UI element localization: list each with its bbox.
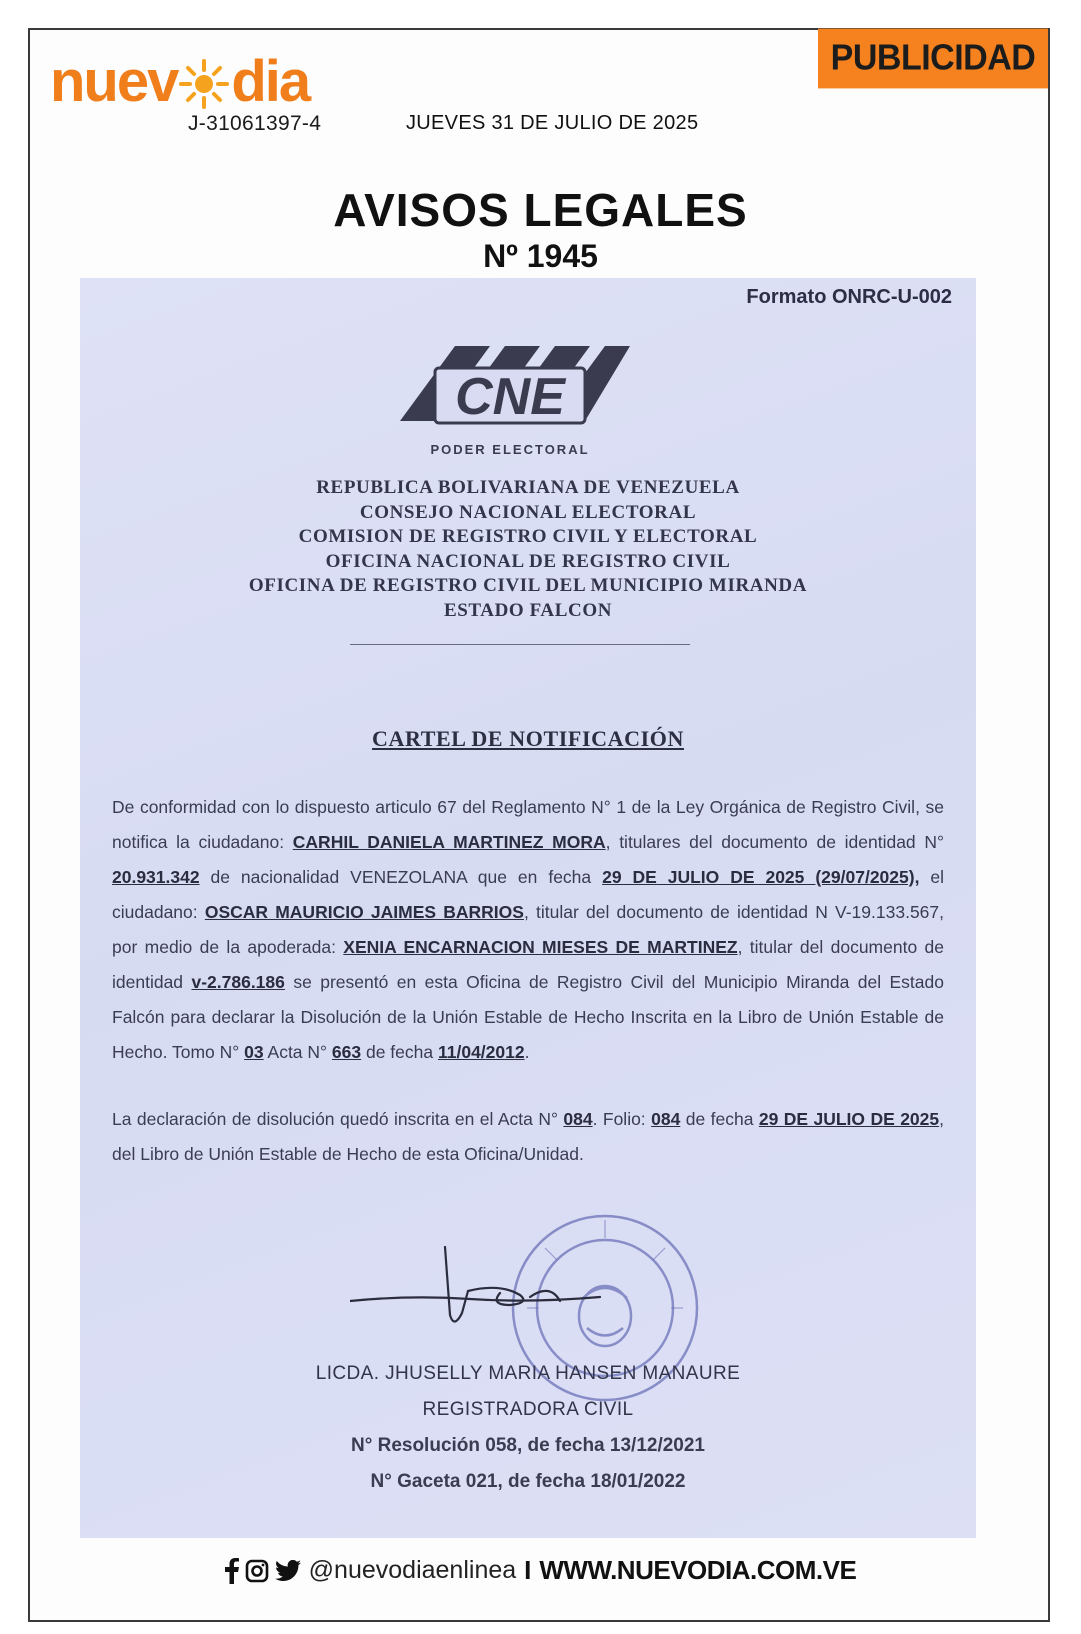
cne-logo-subtitle: PODER ELECTORAL xyxy=(430,442,590,457)
cne-logo-text: CNE xyxy=(455,368,565,426)
registrar-name: LICDA. JHUSELLY MARIA HANSEN MANAURE xyxy=(315,1363,741,1384)
divider xyxy=(350,644,690,645)
footer-separator: I xyxy=(524,1555,532,1585)
logo-text-right: dia xyxy=(231,49,310,114)
acta-number: 663 xyxy=(331,1042,362,1062)
institution-line: OFICINA NACIONAL DE REGISTRO CIVIL xyxy=(325,550,731,572)
format-code: Formato ONRC-U-002 xyxy=(746,286,952,308)
instagram-icon[interactable] xyxy=(245,1559,269,1583)
notice-number: Nº 1945 xyxy=(483,238,598,274)
signature-icon xyxy=(350,1243,610,1333)
institution-header xyxy=(80,476,976,623)
dissolution-date: 29 DE JULIO DE 2025 xyxy=(758,1109,940,1129)
text-run: de nacionalidad VENEZOLANA que en fecha xyxy=(199,867,603,887)
attorney-name: XENIA ENCARNACION MIESES DE MARTINEZ xyxy=(343,937,738,957)
text-run: de fecha xyxy=(680,1109,759,1129)
text-run: se presentó en esta Oficina de Registro Civil del Municipio Miranda del Estado Falcón para declarar la Disolución de la Unión Estable de Hecho Inscrita en la Libro de Unión Estable de Hecho. Tomo N° xyxy=(112,972,944,1062)
notified-person-name: CARHIL DANIELA MARTINEZ MORA xyxy=(292,832,606,852)
paragraph-1 xyxy=(112,790,944,1070)
institution-line: CONSEJO NACIONAL ELECTORAL xyxy=(359,501,697,523)
text-run: el ciudadano: xyxy=(112,867,944,922)
notice-heading: CARTEL DE NOTIFICACIÓN xyxy=(372,726,684,751)
id-number: 20.931.342 xyxy=(112,867,200,887)
social-handle-link[interactable]: @nuevodiaenlinea xyxy=(308,1556,517,1584)
institution-line: REPUBLICA BOLIVARIANA DE VENEZUELA xyxy=(316,477,740,498)
twitter-icon[interactable] xyxy=(275,1560,301,1582)
tomo-number: 03 xyxy=(244,1042,264,1062)
registrar-role: REGISTRADORA CIVIL xyxy=(422,1399,634,1420)
institution-line: COMISION DE REGISTRO CIVIL Y ELECTORAL xyxy=(298,526,758,547)
text-run: , del Libro de Unión Estable de Hecho de esta Oficina/Unidad. xyxy=(112,1109,945,1164)
logo-text-left: nuev xyxy=(50,49,178,114)
social-icons xyxy=(225,1558,301,1584)
resolution-line: N° Resolución 058, de fecha 13/12/2021 xyxy=(351,1435,705,1456)
text-run: , titular del documento de identidad xyxy=(112,937,944,992)
issue-date: JUEVES 31 DE JULIO DE 2025 xyxy=(406,112,699,134)
facebook-icon[interactable] xyxy=(225,1558,239,1584)
website-link[interactable]: WWW.NUEVODIA.COM.VE xyxy=(539,1555,857,1585)
cne-logo-icon xyxy=(380,326,640,466)
text-run: De conformidad con lo dispuesto articulo 67 del Reglamento N° 1 de la Ley Orgánica de Registro Civil, se notifica la ciudadano: xyxy=(112,797,944,852)
text-run: . Folio: xyxy=(592,1109,652,1129)
acta-date: 11/04/2012 xyxy=(437,1042,525,1062)
rif-number: J-31061397-4 xyxy=(188,112,322,135)
attorney-id: v-2.786.186 xyxy=(191,972,285,992)
notice-body xyxy=(112,790,944,1172)
text-run: . xyxy=(524,1042,530,1062)
nuevodia-logo xyxy=(50,49,310,114)
notice-photo xyxy=(80,278,976,1538)
declarant-name: OSCAR MAURICIO JAIMES BARRIOS xyxy=(204,902,524,922)
text-run: Acta N° xyxy=(263,1042,332,1062)
folio-number: 084 xyxy=(651,1109,681,1129)
sun-logo-icon xyxy=(178,58,230,110)
text-run: , titular del documento de identidad N V-19.133.567, por medio de la apoderada: xyxy=(112,902,945,957)
publicidad-badge: PUBLICIDAD xyxy=(818,29,1048,89)
footer xyxy=(0,1555,1081,1586)
institution-line: ESTADO FALCON xyxy=(443,599,613,621)
text-run: , titulares del documento de identidad N° xyxy=(605,832,944,852)
page-title: AVISOS LEGALES xyxy=(333,184,748,236)
text-run: La declaración de disolución quedó inscrita en el Acta N° xyxy=(112,1109,564,1129)
filing-date: 29 DE JULIO DE 2025 (29/07/2025), xyxy=(602,867,920,887)
institution-line: OFICINA DE REGISTRO CIVIL DEL MUNICIPIO MIRANDA xyxy=(248,575,808,596)
gazette-line: N° Gaceta 021, de fecha 18/01/2022 xyxy=(370,1471,686,1492)
dissolution-acta: 084 xyxy=(563,1109,593,1129)
text-run: de fecha xyxy=(361,1042,438,1062)
signature-block xyxy=(80,1356,976,1500)
paragraph-2 xyxy=(112,1102,944,1172)
